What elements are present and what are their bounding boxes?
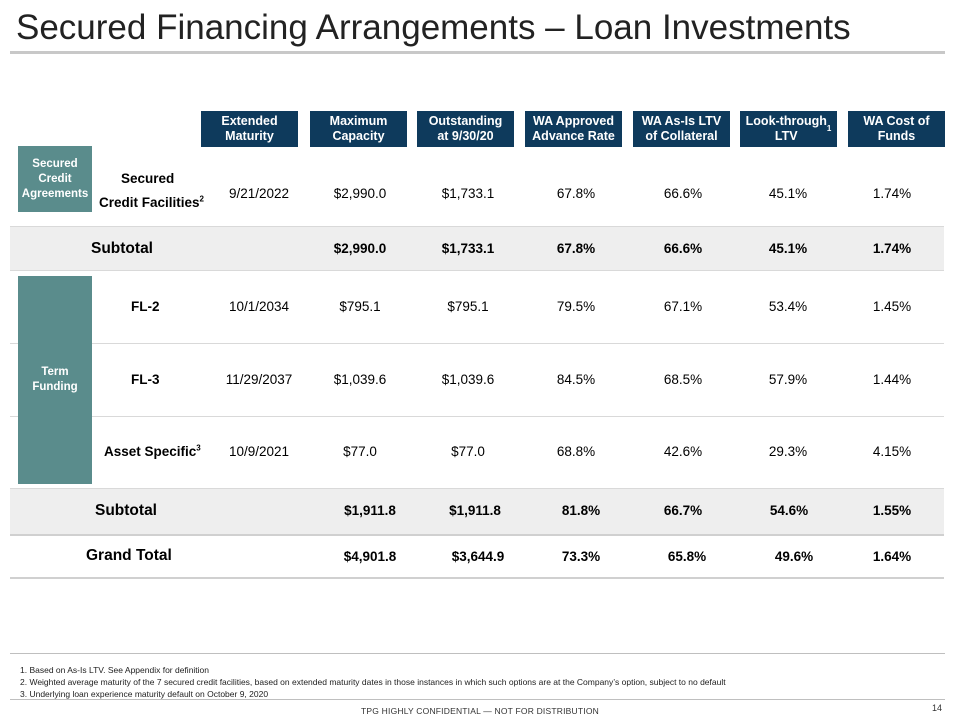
cell: 54.6% bbox=[769, 503, 809, 518]
cell: 66.6% bbox=[663, 241, 703, 256]
column-header: Maximum Capacity bbox=[310, 111, 407, 147]
cell: 45.1% bbox=[768, 186, 808, 201]
cell: 1.74% bbox=[872, 241, 912, 256]
row-divider bbox=[10, 577, 944, 579]
cell: 10/9/2021 bbox=[228, 444, 290, 459]
footnote: 1. Based on As-Is LTV. See Appendix for definition bbox=[20, 665, 210, 675]
row-divider bbox=[10, 343, 944, 344]
column-header: WA Approved Advance Rate bbox=[525, 111, 622, 147]
cell: $2,990.0 bbox=[333, 186, 387, 201]
cell: 1.44% bbox=[872, 372, 912, 387]
cell: 65.8% bbox=[667, 549, 707, 564]
cell: 1.55% bbox=[872, 503, 912, 518]
cell: 66.7% bbox=[663, 503, 703, 518]
column-header: Outstanding at 9/30/20 bbox=[417, 111, 514, 147]
row-label: FL-2 bbox=[131, 299, 160, 314]
column-header: Look-through LTV 1 bbox=[740, 111, 837, 147]
page-number: 14 bbox=[931, 703, 942, 713]
row-label: Secured bbox=[121, 171, 175, 186]
row-label-line2: Credit Facilities$^2$ bbox=[99, 194, 204, 210]
cell: 68.5% bbox=[663, 372, 703, 387]
cell: 45.1% bbox=[768, 241, 808, 256]
group-label-term-funding: Term Funding bbox=[18, 276, 92, 484]
cell: 81.8% bbox=[561, 503, 601, 518]
row-label: FL-3 bbox=[131, 372, 160, 387]
cell: 42.6% bbox=[663, 444, 703, 459]
cell: $1,911.8 bbox=[449, 503, 501, 518]
cell: 29.3% bbox=[768, 444, 808, 459]
cell: $77.0 bbox=[451, 444, 485, 459]
cell: $2,990.0 bbox=[333, 241, 387, 256]
cell: $795.1 bbox=[339, 299, 381, 314]
row-label: Asset Specific$^3$ bbox=[104, 443, 201, 459]
footnote: 2. Weighted average maturity of the 7 secured credit facilities, based on extended maturity dates in those instances in which such options are at the Company’s option, subject to no default bbox=[20, 677, 726, 687]
cell: 79.5% bbox=[556, 299, 596, 314]
footer-divider bbox=[10, 699, 945, 700]
row-label: Subtotal bbox=[95, 502, 157, 519]
cell: 1.64% bbox=[872, 549, 912, 564]
cell: 67.8% bbox=[556, 241, 596, 256]
cell: 53.4% bbox=[768, 299, 808, 314]
page-title: Secured Financing Arrangements – Loan Investments bbox=[16, 8, 851, 47]
cell: $77.0 bbox=[343, 444, 377, 459]
footnote-divider bbox=[10, 653, 945, 654]
cell: 9/21/2022 bbox=[228, 186, 290, 201]
column-header: Extended Maturity bbox=[201, 111, 298, 147]
cell: 57.9% bbox=[768, 372, 808, 387]
row-divider bbox=[10, 534, 944, 536]
row-label: Subtotal bbox=[91, 240, 153, 257]
row-divider bbox=[10, 270, 944, 271]
cell: 73.3% bbox=[561, 549, 601, 564]
title-divider bbox=[10, 51, 945, 54]
row-divider bbox=[10, 488, 944, 489]
cell: $1,733.1 bbox=[441, 186, 495, 201]
cell: 67.1% bbox=[663, 299, 703, 314]
cell: 11/29/2037 bbox=[225, 372, 293, 387]
cell: 84.5% bbox=[556, 372, 596, 387]
cell: $1,733.1 bbox=[441, 241, 495, 256]
cell: 4.15% bbox=[872, 444, 912, 459]
cell: $3,644.9 bbox=[451, 549, 505, 564]
cell: $4,901.8 bbox=[343, 549, 397, 564]
cell: 1.45% bbox=[872, 299, 912, 314]
row-divider bbox=[10, 416, 944, 417]
cell: 49.6% bbox=[774, 549, 814, 564]
footnote: 3. Underlying loan experience maturity default on October 9, 2020 bbox=[20, 689, 269, 699]
column-header: WA Cost of Funds bbox=[848, 111, 945, 147]
cell: 67.8% bbox=[556, 186, 596, 201]
group-label-secured-credit: Secured Credit Agreements bbox=[18, 146, 92, 212]
cell: 68.8% bbox=[556, 444, 596, 459]
column-header: WA As-Is LTV of Collateral bbox=[633, 111, 730, 147]
cell: $795.1 bbox=[447, 299, 489, 314]
cell: $1,039.6 bbox=[333, 372, 387, 387]
cell: 10/1/2034 bbox=[228, 299, 290, 314]
cell: 1.74% bbox=[872, 186, 912, 201]
cell: $1,039.6 bbox=[441, 372, 495, 387]
cell: $1,911.8 bbox=[344, 503, 396, 518]
row-label: Grand Total bbox=[86, 547, 172, 564]
row-divider bbox=[10, 226, 944, 227]
cell: 66.6% bbox=[663, 186, 703, 201]
confidentiality-notice: TPG HIGHLY CONFIDENTIAL — NOT FOR DISTRIBUTION bbox=[361, 706, 599, 716]
